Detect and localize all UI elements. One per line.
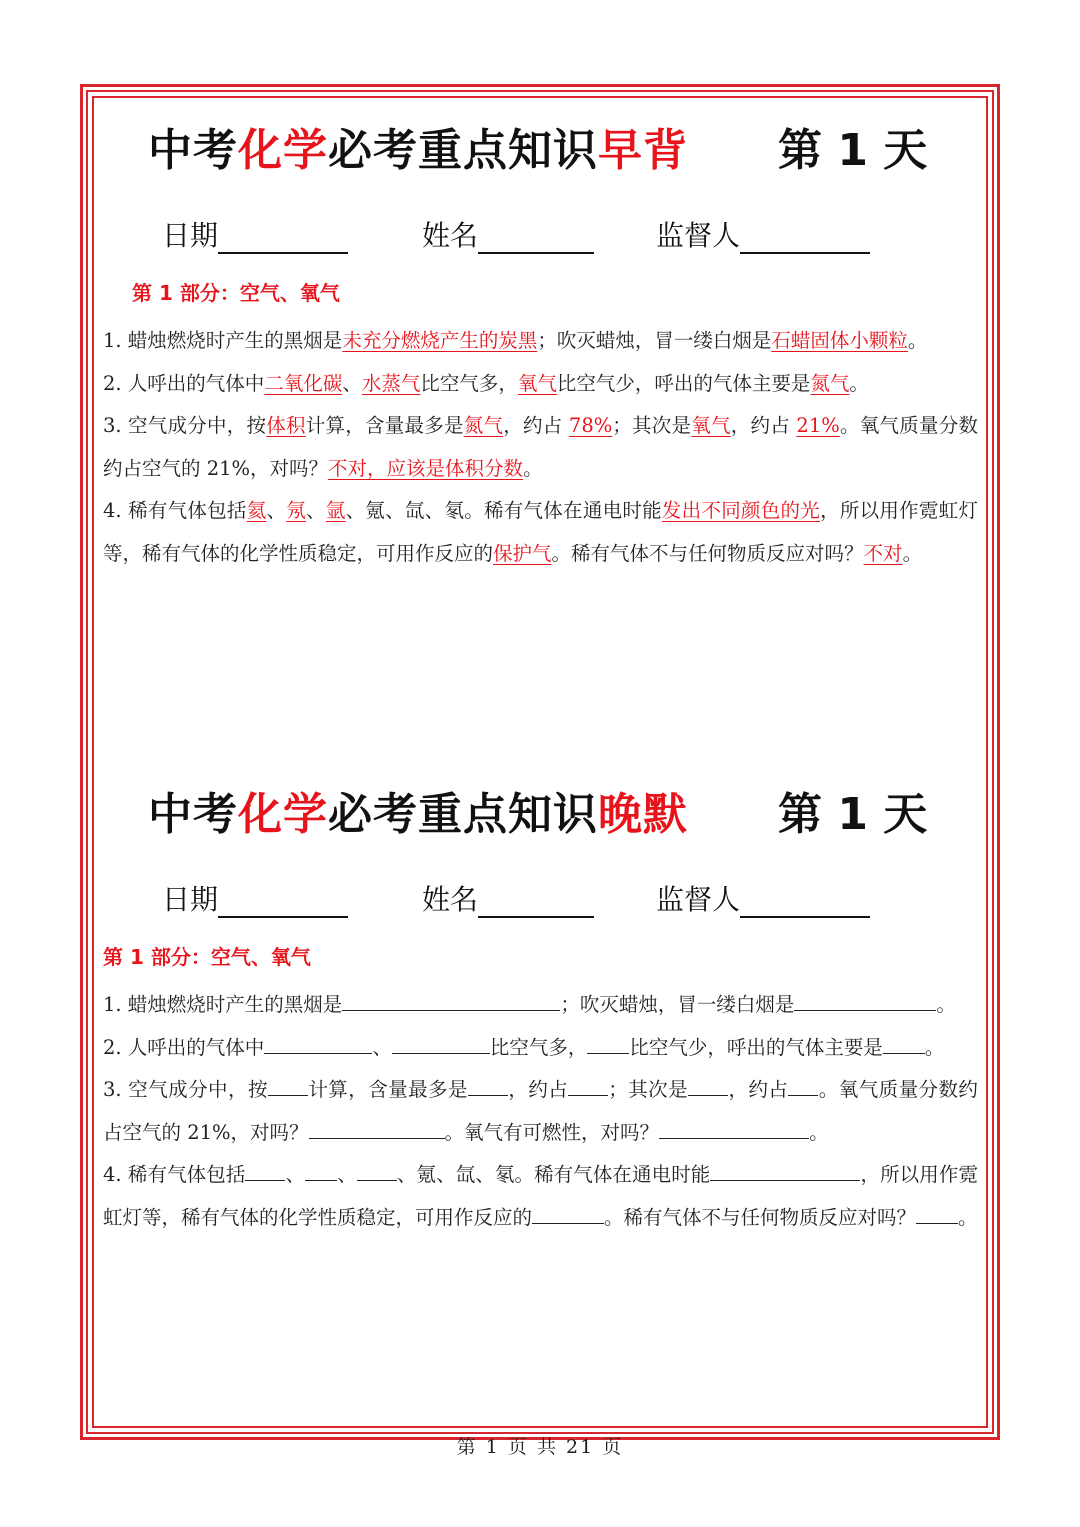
blank-field[interactable] [587, 1033, 629, 1054]
blank-field[interactable] [710, 1160, 860, 1181]
blank-field[interactable] [883, 1033, 925, 1054]
blank-field[interactable] [468, 1075, 508, 1096]
bottom-question-4: 4. 稀有气体包括 、 、 、氪、氙、氡。稀有气体在通电时能 ，所以用作霓虹灯等，稀有气体的化学性质稳定，可用作反应的 。稀有气体不与任何物质反应对吗？ 。 [103, 1154, 978, 1239]
blank-field[interactable] [788, 1075, 818, 1096]
bottom-date-field[interactable]: 日期 [162, 878, 348, 918]
page-footer: 第 1 页 共 21 页 [456, 1436, 624, 1458]
bottom-question-1: 1. 蜡烛燃烧时产生的黑烟是 ；吹灭蜡烛，冒一缕白烟是 。 [103, 984, 978, 1027]
blank-field[interactable] [342, 990, 560, 1011]
blank-field[interactable] [305, 1160, 337, 1181]
bottom-meta-row [0, 878, 1080, 922]
top-section-heading: 第 1 部分：空气、氧气 [132, 281, 340, 305]
top-question-4: 4. 稀有气体包括氦、氖、氩、氪、氙、氡。稀有气体在通电时能发出不同颜色的光，所以用作霓虹灯等，稀有气体的化学性质稳定，可用作反应的保护气。稀有气体不与任何物质反应对吗？不对。 [103, 499, 978, 565]
blank-field[interactable] [532, 1203, 604, 1224]
blank-field[interactable] [392, 1033, 490, 1054]
top-title-row [0, 114, 1080, 184]
top-question-1: 1. 蜡烛燃烧时产生的黑烟是未充分燃烧产生的炭黑；吹灭蜡烛，冒一缕白烟是石蜡固体小颗粒。 [103, 329, 928, 352]
bottom-title: 中考化学必考重点知识晚默 [148, 789, 688, 840]
top-date-field[interactable]: 日期 [162, 214, 348, 254]
bottom-section-heading: 第 1 部分：空气、氧气 [103, 945, 311, 969]
top-name-field[interactable]: 姓名 [422, 214, 594, 254]
blank-field[interactable] [309, 1118, 445, 1139]
bottom-title-row [0, 778, 1080, 848]
blank-field[interactable] [245, 1160, 285, 1181]
top-supervisor-field[interactable]: 监督人 [656, 214, 870, 254]
bottom-question-2: 2. 人呼出的气体中 、 比空气多， 比空气少，呼出的气体主要是 。 [103, 1027, 978, 1070]
top-question-3: 3. 空气成分中，按体积计算，含量最多是氮气，约占 78%；其次是氧气，约占 21%。氧气质量分数约占空气的 21%，对吗？不对，应该是体积分数。 [103, 414, 978, 480]
blank-field[interactable] [916, 1203, 958, 1224]
blank-field[interactable] [357, 1160, 397, 1181]
blank-field[interactable] [659, 1118, 809, 1139]
blank-field[interactable] [688, 1075, 728, 1096]
blank-field[interactable] [264, 1033, 372, 1054]
bottom-body [103, 984, 978, 1239]
top-title: 中考化学必考重点知识早背 [148, 125, 688, 176]
top-meta-row [0, 214, 1080, 258]
blank-field[interactable] [268, 1075, 308, 1096]
bottom-question-3: 3. 空气成分中，按 计算，含量最多是 ，约占 ；其次是 ，约占 。氧气质量分数约占空气的 21%，对吗？ 。氧气有可燃性，对吗？ 。 [103, 1069, 978, 1154]
top-body [103, 320, 978, 575]
top-question-2: 2. 人呼出的气体中二氧化碳、水蒸气比空气多，氧气比空气少，呼出的气体主要是氮气。 [103, 371, 869, 395]
top-day-label: 第 1 天 [778, 125, 928, 176]
blank-field[interactable] [794, 990, 936, 1011]
bottom-supervisor-field[interactable]: 监督人 [656, 878, 870, 918]
bottom-name-field[interactable]: 姓名 [422, 878, 594, 918]
blank-field[interactable] [568, 1075, 608, 1096]
bottom-day-label: 第 1 天 [778, 789, 928, 840]
